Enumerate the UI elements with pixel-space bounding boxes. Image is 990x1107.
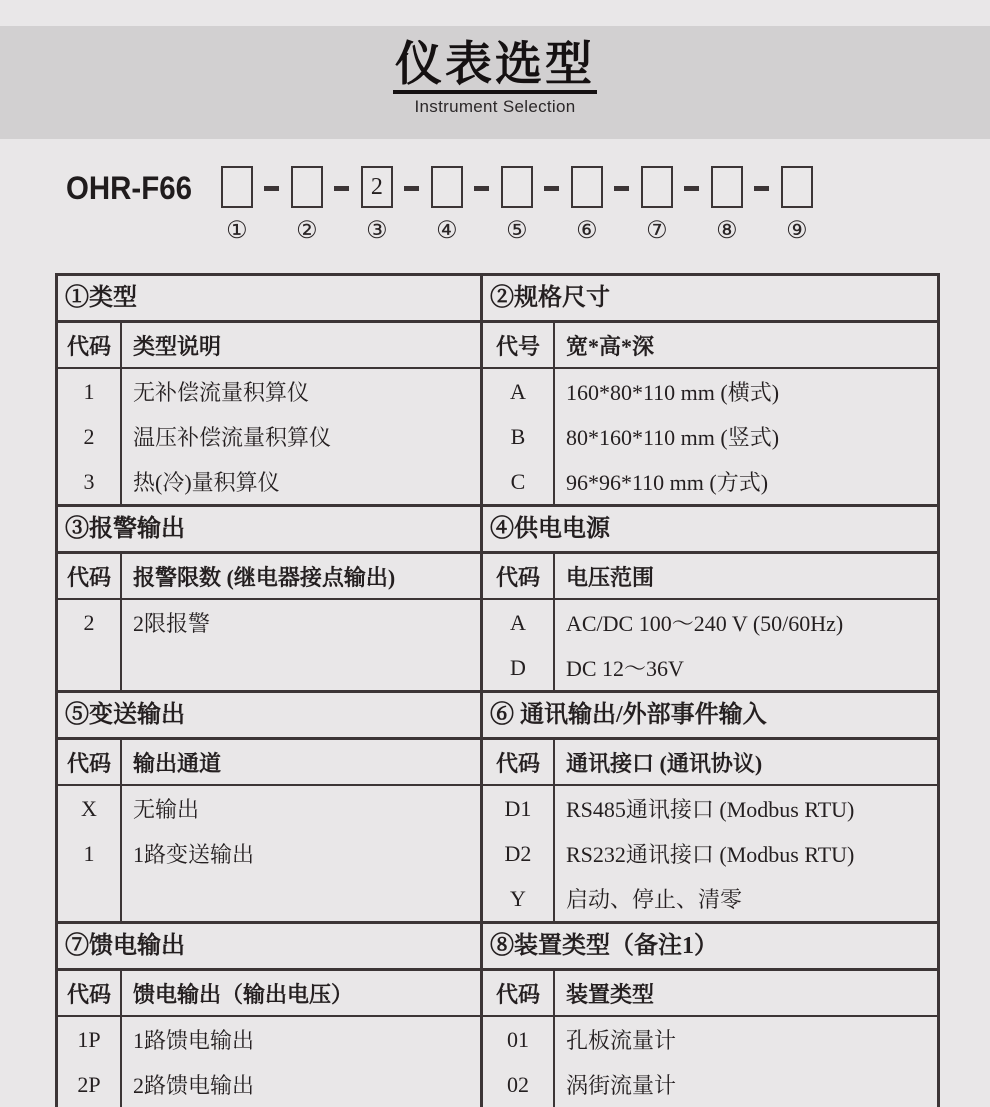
data-area (58, 1017, 480, 1107)
code-header-cell: 代码 (483, 971, 555, 1015)
dash-separator (325, 166, 359, 191)
model-code-row (66, 166, 990, 243)
desc-cell: 孔板流量计 (566, 1028, 677, 1053)
section-device-type (480, 924, 937, 1107)
circled-number-7: ⑦ (646, 218, 668, 244)
desc-cell: RS232通讯接口 (Modbus RTU) (566, 842, 855, 867)
desc-column (122, 600, 480, 690)
table-band-3 (58, 693, 937, 924)
code-cell: 1 (83, 378, 95, 404)
model-box-2 (291, 166, 323, 208)
dash-separator (675, 166, 709, 191)
model-box-col-1 (219, 166, 255, 243)
code-column (58, 1017, 122, 1107)
header-row (58, 740, 480, 786)
dash-separator (395, 166, 429, 191)
desc-cell: 1路馈电输出 (133, 1028, 255, 1053)
model-box-4 (431, 166, 463, 208)
desc-cell: 160*80*110 mm (横式) (566, 380, 780, 405)
table-band-1 (58, 276, 937, 507)
desc-cell: 温压补偿流量积算仪 (133, 425, 332, 450)
dash-separator (605, 166, 639, 191)
model-box-5 (501, 166, 533, 208)
data-area (58, 369, 480, 504)
desc-header-cell: 输出通道 (133, 750, 222, 776)
code-column (483, 1017, 555, 1107)
data-area (483, 786, 937, 921)
model-box-col-2 (289, 166, 325, 243)
section-title: ⑧装置类型（备注1） (483, 924, 937, 971)
code-cell: 2P (77, 1071, 101, 1097)
header-row (483, 323, 937, 369)
circled-number-9: ⑨ (786, 218, 808, 244)
desc-column (122, 1017, 480, 1107)
section-dimensions (480, 276, 937, 504)
model-box-col-6 (569, 166, 605, 243)
desc-header-cell: 通讯接口 (通讯协议) (566, 750, 763, 776)
model-box-6 (571, 166, 603, 208)
desc-header-cell: 宽*高*深 (566, 333, 655, 359)
section-feed-power-output (58, 924, 480, 1107)
table-band-2 (58, 507, 937, 693)
desc-cell: 无输出 (133, 797, 200, 822)
desc-header-cell: 类型说明 (133, 333, 222, 359)
code-header-cell: 代码 (58, 323, 122, 367)
desc-cell: AC/DC 100～240 V (50/60Hz) (566, 611, 844, 636)
model-box-8 (711, 166, 743, 208)
code-cell: 01 (507, 1026, 529, 1052)
code-cell: A (510, 609, 526, 635)
circled-number-8: ⑧ (716, 218, 738, 244)
data-area (483, 600, 937, 690)
code-header-cell: 代号 (483, 323, 555, 367)
section-communication (480, 693, 937, 921)
model-box-7 (641, 166, 673, 208)
section-alarm-output (58, 507, 480, 690)
desc-column (122, 786, 480, 921)
code-cell: D2 (504, 840, 532, 866)
header-row (58, 971, 480, 1017)
dash-separator (745, 166, 779, 191)
section-title: ⑥ 通讯输出/外部事件输入 (483, 693, 937, 740)
section-transmitter-output (58, 693, 480, 921)
section-title: ②规格尺寸 (483, 276, 937, 323)
section-title: ③报警输出 (58, 507, 480, 554)
model-box-3: 2 (361, 166, 393, 208)
code-column (483, 369, 555, 504)
desc-cell: 80*160*110 mm (竖式) (566, 425, 780, 450)
circled-number-6: ⑥ (576, 218, 598, 244)
code-column (483, 786, 555, 921)
model-box-col-9 (779, 166, 815, 243)
model-box-col-4 (429, 166, 465, 243)
code-cell: C (510, 468, 526, 494)
desc-header-cell: 报警限数 (继电器接点输出) (133, 564, 396, 590)
header-row (483, 740, 937, 786)
model-box-col-5 (499, 166, 535, 243)
table-band-4 (58, 924, 937, 1107)
dash-separator (535, 166, 569, 191)
desc-cell: 热(冷)量积算仪 (133, 470, 280, 495)
code-cell: 1P (77, 1026, 101, 1052)
section-title: ⑤变送输出 (58, 693, 480, 740)
code-cell: 3 (83, 468, 95, 494)
model-box-9 (781, 166, 813, 208)
desc-column (555, 1017, 937, 1107)
section-title: ⑦馈电输出 (58, 924, 480, 971)
model-box-1 (221, 166, 253, 208)
code-cell: 1 (83, 840, 95, 866)
code-header-cell: 代码 (58, 740, 122, 784)
code-column (58, 786, 122, 921)
section-type (58, 276, 480, 504)
code-cell: B (510, 423, 526, 449)
model-prefix: OHR-F66 (66, 170, 192, 206)
dash-separator (255, 166, 289, 191)
code-cell: X (81, 795, 97, 821)
desc-cell: 启动、停止、清零 (566, 887, 743, 912)
code-column (483, 600, 555, 690)
code-cell: 2 (83, 423, 95, 449)
code-column (58, 369, 122, 504)
data-area (483, 369, 937, 504)
code-header-cell: 代码 (483, 740, 555, 784)
desc-cell: DC 12～36V (566, 656, 684, 681)
code-cell: 2 (83, 609, 95, 635)
desc-cell: 2限报警 (133, 611, 211, 636)
desc-header-cell: 馈电输出（输出电压） (133, 981, 354, 1007)
code-header-cell: 代码 (58, 971, 122, 1015)
desc-cell: 2路馈电输出 (133, 1073, 255, 1098)
title-band (0, 26, 990, 139)
header-row (483, 554, 937, 600)
code-column (58, 600, 122, 690)
header-row (483, 971, 937, 1017)
circled-number-3: ③ (366, 218, 388, 244)
code-header-cell: 代码 (58, 554, 122, 598)
desc-cell: RS485通讯接口 (Modbus RTU) (566, 797, 855, 822)
page-subtitle: Instrument Selection (414, 96, 576, 116)
circled-number-5: ⑤ (506, 218, 528, 244)
circled-number-4: ④ (436, 218, 458, 244)
code-cell: A (510, 378, 526, 404)
selection-table (55, 273, 940, 1107)
desc-header-cell: 电压范围 (566, 564, 655, 590)
circled-number-1: ① (226, 218, 248, 244)
desc-cell: 涡街流量计 (566, 1073, 677, 1098)
desc-cell: 96*96*110 mm (方式) (566, 470, 769, 495)
section-title: ④供电电源 (483, 507, 937, 554)
data-area (58, 786, 480, 921)
dash-separator (465, 166, 499, 191)
desc-header-cell: 装置类型 (566, 981, 655, 1007)
code-cell: D1 (504, 795, 532, 821)
header-row (58, 323, 480, 369)
model-box-col-7 (639, 166, 675, 243)
page-title: 仪表选型 (393, 39, 597, 94)
desc-column (122, 369, 480, 504)
desc-column (555, 600, 937, 690)
model-box-col-8 (709, 166, 745, 243)
code-cell: Y (510, 885, 526, 911)
desc-column (555, 786, 937, 921)
code-cell: D (510, 654, 526, 680)
desc-cell: 1路变送输出 (133, 842, 255, 867)
circled-number-2: ② (296, 218, 318, 244)
data-area (58, 600, 480, 690)
code-header-cell: 代码 (483, 554, 555, 598)
data-area (483, 1017, 937, 1107)
desc-column (555, 369, 937, 504)
model-box-col-3 (359, 166, 395, 243)
section-power-supply (480, 507, 937, 690)
header-row (58, 554, 480, 600)
section-title: ①类型 (58, 276, 480, 323)
code-cell: 02 (507, 1071, 529, 1097)
desc-cell: 无补偿流量积算仪 (133, 380, 310, 405)
